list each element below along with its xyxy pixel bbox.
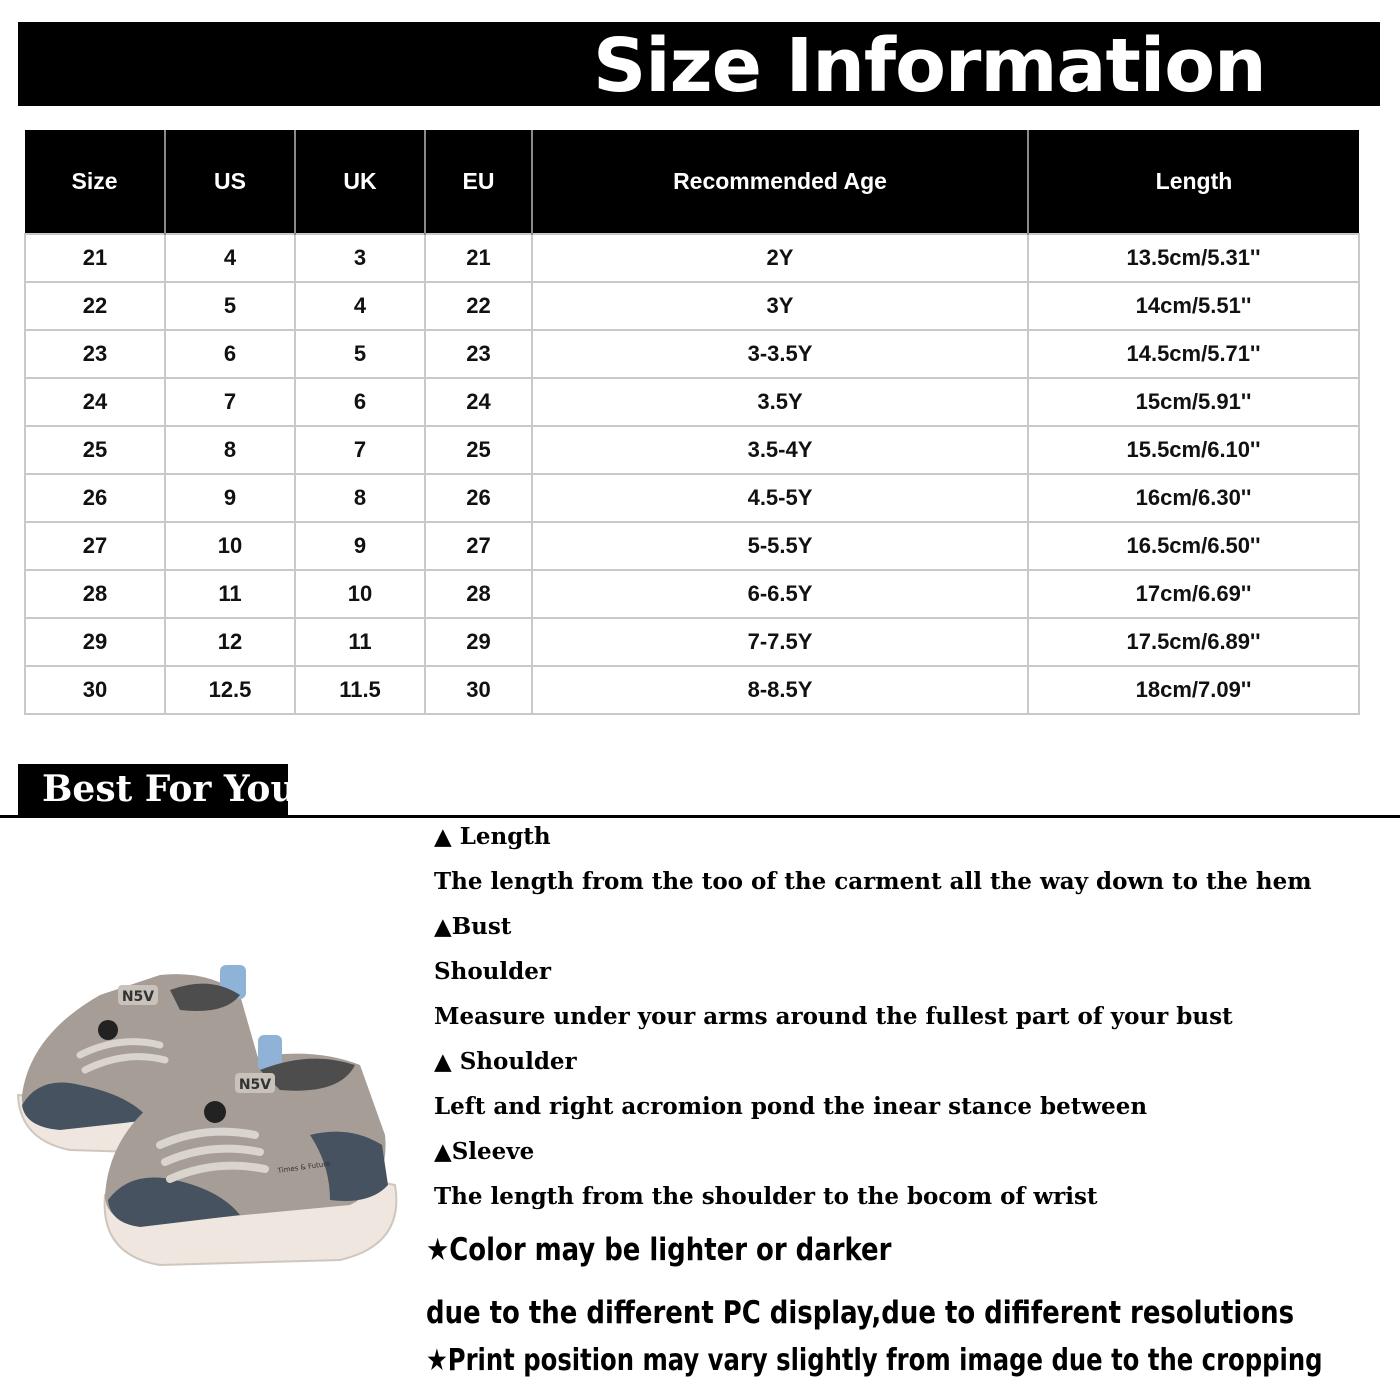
measure-sleeve-heading: ▲Sleeve <box>434 1138 535 1165</box>
cell-length: 18cm/7.09'' <box>1028 666 1359 714</box>
table-row <box>25 474 1359 522</box>
cell-size: 22 <box>25 282 165 330</box>
cell-us: 12.5 <box>165 666 295 714</box>
table-row <box>25 330 1359 378</box>
cell-size: 24 <box>25 378 165 426</box>
cell-uk: 5 <box>295 330 425 378</box>
cell-size: 28 <box>25 570 165 618</box>
cell-us: 9 <box>165 474 295 522</box>
best-for-you-tab: Best For You <box>18 764 288 816</box>
title-banner <box>18 22 1380 109</box>
cell-length: 17cm/6.69'' <box>1028 570 1359 618</box>
cell-eu: 25 <box>425 426 532 474</box>
header-row <box>25 130 1359 234</box>
measure-bust-text: Measure under your arms around the fullest part of your bust <box>434 1003 1233 1030</box>
cell-us: 10 <box>165 522 295 570</box>
page-title: Size Information <box>593 23 1266 109</box>
header-size: Size <box>25 130 165 234</box>
measure-bust-heading: ▲Bust <box>434 913 512 940</box>
cell-eu: 28 <box>425 570 532 618</box>
cell-age: 3.5-4Y <box>532 426 1028 474</box>
cell-eu: 27 <box>425 522 532 570</box>
cell-size: 27 <box>25 522 165 570</box>
table-row <box>25 522 1359 570</box>
cell-us: 4 <box>165 234 295 282</box>
size-table <box>24 130 1360 715</box>
cell-us: 6 <box>165 330 295 378</box>
table-row <box>25 282 1359 330</box>
section-divider <box>0 815 1400 818</box>
back-shoe-tongue-label: N5V <box>121 989 155 1005</box>
cell-eu: 23 <box>425 330 532 378</box>
table-row <box>25 426 1359 474</box>
cell-length: 15cm/5.91'' <box>1028 378 1359 426</box>
header-length: Length <box>1028 130 1359 234</box>
cell-uk: 11.5 <box>295 666 425 714</box>
cell-us: 5 <box>165 282 295 330</box>
cell-eu: 21 <box>425 234 532 282</box>
cell-uk: 9 <box>295 522 425 570</box>
cell-size: 26 <box>25 474 165 522</box>
cell-length: 16.5cm/6.50'' <box>1028 522 1359 570</box>
cell-us: 12 <box>165 618 295 666</box>
measure-shoulder-heading: ▲ Shoulder <box>434 1048 577 1075</box>
cell-eu: 26 <box>425 474 532 522</box>
front-shoe-tongue-label: N5V <box>238 1077 272 1093</box>
table-row <box>25 666 1359 714</box>
measure-shoulder-text: Left and right acromion pond the inear stance between <box>434 1093 1148 1120</box>
cell-eu: 29 <box>425 618 532 666</box>
cell-age: 3-3.5Y <box>532 330 1028 378</box>
shoe-image <box>10 955 410 1285</box>
measure-sleeve-text: The length from the shoulder to the bocom of wrist <box>434 1183 1098 1210</box>
header-age: Recommended Age <box>532 130 1028 234</box>
cell-size: 30 <box>25 666 165 714</box>
note-print-position: ★Print position may vary slightly from image due to the cropping <box>426 1343 1323 1378</box>
notes <box>426 1226 1396 1391</box>
cell-uk: 6 <box>295 378 425 426</box>
table-row <box>25 378 1359 426</box>
front-shoe-badge <box>204 1101 226 1123</box>
header-us: US <box>165 130 295 234</box>
cell-age: 4.5-5Y <box>532 474 1028 522</box>
cell-length: 17.5cm/6.89'' <box>1028 618 1359 666</box>
cell-us: 11 <box>165 570 295 618</box>
table-row <box>25 234 1359 282</box>
measure-length-text: The length from the too of the carment all the way down to the hem <box>434 868 1312 895</box>
note-display: due to the different PC display,due to dififerent resolutions <box>426 1295 1295 1331</box>
cell-length: 13.5cm/5.31'' <box>1028 234 1359 282</box>
cell-uk: 11 <box>295 618 425 666</box>
measure-length-heading: ▲ Length <box>434 823 551 850</box>
cell-size: 23 <box>25 330 165 378</box>
cell-age: 3Y <box>532 282 1028 330</box>
cell-size: 21 <box>25 234 165 282</box>
cell-uk: 7 <box>295 426 425 474</box>
cell-uk: 3 <box>295 234 425 282</box>
cell-uk: 10 <box>295 570 425 618</box>
header-eu: EU <box>425 130 532 234</box>
cell-eu: 22 <box>425 282 532 330</box>
table-row <box>25 570 1359 618</box>
cell-length: 14.5cm/5.71'' <box>1028 330 1359 378</box>
cell-age: 3.5Y <box>532 378 1028 426</box>
cell-size: 29 <box>25 618 165 666</box>
cell-eu: 24 <box>425 378 532 426</box>
cell-uk: 8 <box>295 474 425 522</box>
header-uk: UK <box>295 130 425 234</box>
cell-us: 7 <box>165 378 295 426</box>
measurement-guide <box>434 820 1394 1225</box>
note-color: ★Color may be lighter or darker <box>426 1232 892 1268</box>
front-shoe-side-label: Times & Future <box>277 1159 331 1175</box>
table-row <box>25 618 1359 666</box>
cell-age: 6-6.5Y <box>532 570 1028 618</box>
cell-age: 7-7.5Y <box>532 618 1028 666</box>
cell-length: 14cm/5.51'' <box>1028 282 1359 330</box>
cell-uk: 4 <box>295 282 425 330</box>
cell-length: 16cm/6.30'' <box>1028 474 1359 522</box>
cell-eu: 30 <box>425 666 532 714</box>
cell-age: 8-8.5Y <box>532 666 1028 714</box>
cell-length: 15.5cm/6.10'' <box>1028 426 1359 474</box>
cell-size: 25 <box>25 426 165 474</box>
cell-age: 2Y <box>532 234 1028 282</box>
cell-age: 5-5.5Y <box>532 522 1028 570</box>
measure-bust-subheading: Shoulder <box>434 958 551 985</box>
back-shoe-badge <box>98 1020 118 1040</box>
cell-us: 8 <box>165 426 295 474</box>
